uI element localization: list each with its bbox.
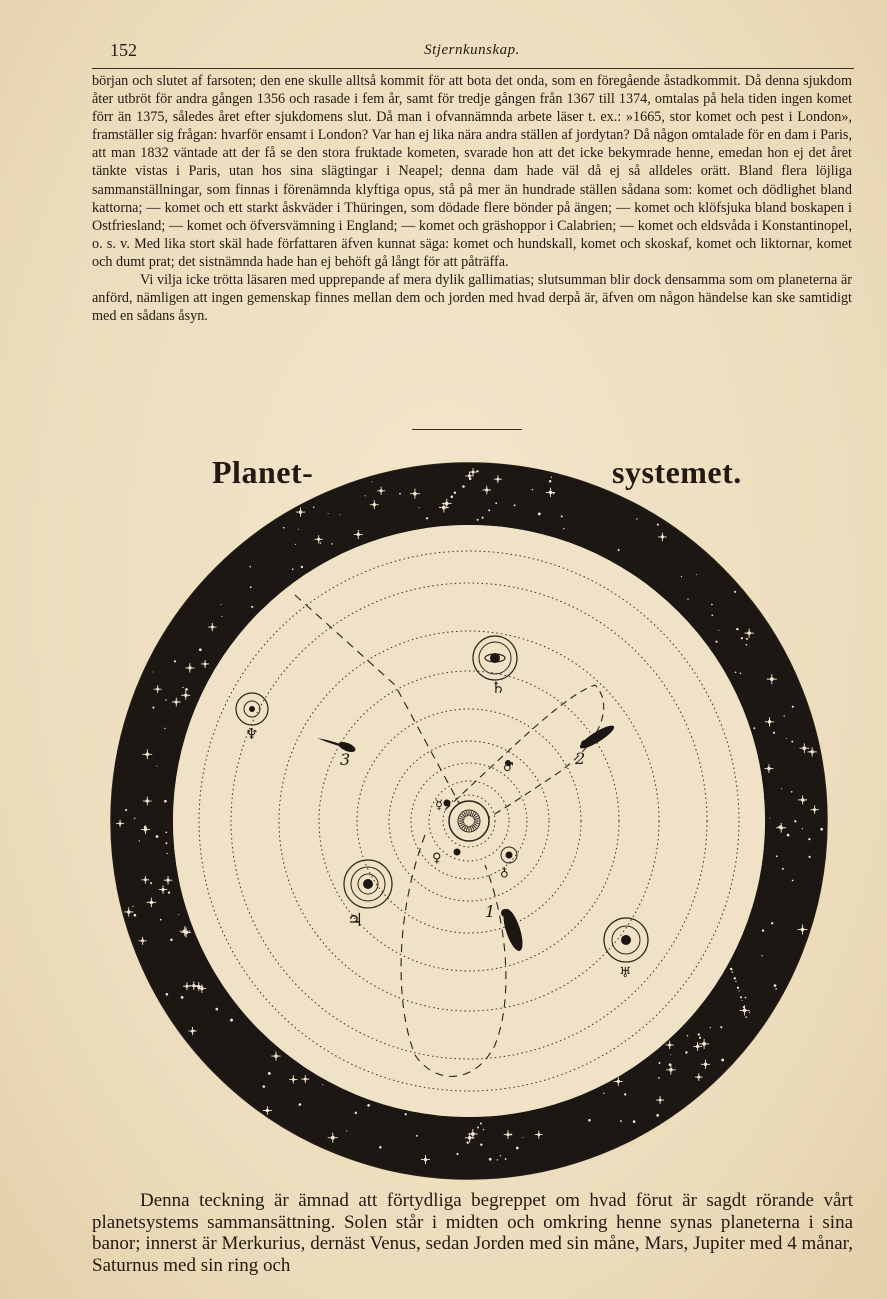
star <box>794 820 796 822</box>
sun <box>449 801 489 841</box>
star <box>718 630 719 631</box>
star <box>740 996 742 998</box>
star <box>522 1137 523 1138</box>
star <box>500 1155 501 1156</box>
star <box>741 637 743 639</box>
earth-dot <box>506 852 513 859</box>
star <box>165 699 166 700</box>
star <box>379 1146 382 1149</box>
star <box>399 493 401 495</box>
star <box>167 853 168 854</box>
star <box>156 766 157 767</box>
venus-label: ♀ <box>432 851 442 866</box>
star <box>199 648 202 651</box>
star <box>170 939 173 942</box>
star <box>620 1120 622 1122</box>
star <box>624 1093 626 1095</box>
paragraph-1: början och slutet af farsoten; den ene skulle alltså kommit för att bota det onda, som en föregående åstadkommit. Då denna sjukdom åter utbröt för andra gången 1356 och rasade i fem år, samt för tredje gången från 1367 till 1374, omtalas på hela tiden ingen komet förr än 1375, således året efter sjukdomens slut. Då man i ofvannämnda arbete läser t. ex.: »1665, stor komet och pest i London», framställer sig frågan: hvarför ensamt i London? Var han ej lika nära andra ställen af jordytan? Då någon omtalade för en dam i Paris, att man 1832 väntade att der få se den stora fruktade kometen, svarade hon att det icke bekymrade henne, emedan hon ej det året tänkte vistas i Paris, utan hos sina slägtingar i Neapel; denna dam hade väl då ej så alldeles orätt. Bland flera löjliga sammanställningar, som finnas i förenämnda klyftiga opus, stå på mer än hundrade ställen sådana som: komet och dödlighet bland kattorna; — komet och ett starkt åskväder i Thüringen, som dödade flere bönder på ängen; — komet och klöfsjuka bland boskapen i Ostfriesland; — komet och öfversvämning i England; — komet och gräshoppor i Calabrien; — komet och eldsvåda i Konstantinopel, o. s. v. Med lika stort skäl hade författaren äfven kunnat säga: komet och hundskall, komet och skoskaf, komet och liktornar, komet och dumt prat; det sistnämnda hade han ej behöft gå långt för att påträffa. <box>92 73 852 270</box>
star <box>456 1153 458 1155</box>
star <box>809 751 811 753</box>
bottom-paragraph: Denna teckning är ämnad att förtydliga begreppet om hvad förut är sagdt rörande vårt planetsystems sammansättning. Solen står i midten och omkring henne synas planeterna i sina banor; innerst är Merkurius, dernäst Venus, sedan Jorden med sin måne, Mars, Jupiter med 4 månar, Saturnus med sin ring och <box>92 1190 853 1276</box>
star <box>735 672 737 674</box>
star <box>488 509 490 511</box>
star <box>283 527 285 529</box>
saturn-label: ♄ <box>491 678 506 697</box>
star <box>262 1085 265 1088</box>
comet-2-label: 2 <box>575 749 586 768</box>
star <box>152 707 154 709</box>
star <box>782 868 784 870</box>
star <box>786 738 787 739</box>
star <box>482 517 484 519</box>
figure-title-right: systemet. <box>612 454 742 490</box>
star <box>516 1147 519 1150</box>
star <box>711 604 713 606</box>
star <box>761 955 762 956</box>
star <box>803 800 804 801</box>
star <box>792 880 794 882</box>
star <box>781 788 782 789</box>
star <box>687 599 688 600</box>
star <box>426 517 428 519</box>
star <box>134 818 135 819</box>
star <box>320 542 321 543</box>
star <box>419 507 420 508</box>
mercury-label: ☿ <box>435 798 443 813</box>
star <box>792 706 794 708</box>
star <box>762 929 764 931</box>
star <box>365 495 366 496</box>
star <box>734 591 736 593</box>
star <box>178 914 179 915</box>
star <box>791 741 793 743</box>
star <box>480 1123 482 1125</box>
star <box>588 1119 591 1122</box>
star <box>710 1027 711 1028</box>
star <box>681 576 682 577</box>
star <box>144 826 147 829</box>
star <box>292 568 294 570</box>
star <box>405 1113 407 1115</box>
star <box>125 809 127 811</box>
star <box>745 997 747 999</box>
star <box>483 1129 484 1130</box>
star <box>477 1127 479 1129</box>
star <box>820 828 823 831</box>
star <box>753 727 755 729</box>
star <box>784 715 785 716</box>
star <box>466 1141 468 1143</box>
star <box>160 919 162 921</box>
star <box>251 606 253 608</box>
comet-3-label: 3 <box>340 750 351 769</box>
star <box>791 791 793 793</box>
star <box>773 732 775 734</box>
star <box>250 586 252 588</box>
star <box>699 1037 701 1039</box>
star <box>734 977 736 979</box>
star <box>132 906 133 907</box>
star <box>372 481 373 482</box>
star <box>346 1130 347 1131</box>
mars-label: ♂ <box>503 760 514 774</box>
star <box>732 971 734 973</box>
neptune-label: ♆ <box>245 725 259 743</box>
page-number: 152 <box>110 40 137 60</box>
star <box>720 1026 722 1028</box>
star <box>268 1072 271 1075</box>
star <box>775 988 777 990</box>
star <box>166 993 169 996</box>
star <box>808 838 810 840</box>
venus-dot <box>454 849 461 856</box>
star <box>150 882 152 884</box>
star <box>164 728 165 729</box>
star <box>696 574 697 575</box>
star <box>454 492 456 494</box>
star <box>561 515 563 517</box>
figure-title-left: Planet- <box>212 454 314 490</box>
star <box>215 1008 218 1011</box>
star <box>139 840 140 841</box>
star <box>809 856 811 858</box>
star <box>715 641 717 643</box>
star <box>551 477 552 478</box>
star <box>505 1158 507 1160</box>
star <box>532 489 534 491</box>
star <box>745 1016 747 1018</box>
separator-rule <box>412 429 522 430</box>
jupiter-label: ♃ <box>347 910 364 931</box>
star <box>165 842 167 844</box>
star <box>299 1103 302 1106</box>
paragraph-2: Vi vilja icke trötta läsaren med upprepande af mera dylik gallimatias; slutsumman blir dock densamma som om planeterna är anförd, nämligen att ingen gemenskap finnes mellan dem och jorden med hvad derpå är, äfven om någon händelse kan ske samtidigt med en sådans åsyn. <box>92 272 852 325</box>
star <box>685 1051 687 1053</box>
star <box>670 1054 671 1055</box>
star <box>489 1158 492 1161</box>
star <box>510 1133 512 1135</box>
star <box>301 566 303 568</box>
star <box>721 1059 724 1062</box>
star <box>134 914 137 917</box>
star <box>480 1143 482 1145</box>
uranus-label: ♅ <box>619 965 632 981</box>
star <box>737 987 739 989</box>
star <box>698 1033 700 1035</box>
star <box>563 528 564 529</box>
star <box>367 1104 370 1107</box>
star <box>659 1062 661 1064</box>
bottom-text-block <box>92 1190 853 1276</box>
star <box>221 616 222 617</box>
star <box>711 614 713 616</box>
star <box>152 671 153 672</box>
star <box>746 638 748 640</box>
star <box>740 672 742 674</box>
jupiter <box>344 860 392 908</box>
top-text-block <box>92 72 852 325</box>
star <box>166 832 168 834</box>
star <box>168 891 170 893</box>
planet-system-figure <box>95 445 855 1195</box>
star <box>735 981 736 982</box>
star <box>774 984 777 987</box>
star <box>221 604 222 605</box>
star <box>730 968 733 971</box>
star <box>746 644 748 646</box>
star <box>657 524 659 526</box>
star <box>328 513 329 514</box>
star <box>182 687 183 688</box>
star <box>736 628 738 630</box>
star <box>164 800 167 803</box>
star <box>633 1120 636 1123</box>
star <box>340 514 341 515</box>
star <box>687 1035 688 1036</box>
star <box>250 566 252 568</box>
star <box>603 1093 604 1094</box>
star <box>538 512 541 515</box>
running-title: Stjernkunskap. <box>424 42 520 58</box>
star <box>549 480 552 483</box>
star <box>749 1012 750 1013</box>
star <box>656 1114 659 1117</box>
star <box>295 544 296 545</box>
star <box>739 990 740 991</box>
star <box>174 660 176 662</box>
star <box>741 1000 742 1001</box>
page-header <box>92 40 852 64</box>
star <box>769 818 770 819</box>
planet-system-illustration <box>95 445 855 1195</box>
star <box>298 529 299 530</box>
earth-label: ♁ <box>500 865 509 879</box>
star <box>416 1135 418 1137</box>
header-rule <box>92 68 854 69</box>
star <box>495 502 497 504</box>
star <box>230 1019 233 1022</box>
star <box>462 485 465 488</box>
star <box>477 519 479 521</box>
comet-1-label: 1 <box>485 902 496 921</box>
star <box>618 549 620 551</box>
star <box>497 1159 498 1160</box>
star <box>776 855 778 857</box>
star <box>185 688 188 691</box>
star <box>156 835 159 838</box>
star <box>451 496 454 499</box>
star <box>355 1112 357 1114</box>
star <box>331 543 333 545</box>
star <box>514 504 516 506</box>
star <box>181 996 184 999</box>
mercury-dot <box>444 800 451 807</box>
star <box>771 922 773 924</box>
star <box>322 1084 323 1085</box>
star <box>313 506 315 508</box>
star <box>553 493 555 495</box>
star <box>802 828 803 829</box>
star <box>787 834 790 837</box>
star <box>658 1077 660 1079</box>
star <box>669 1063 672 1066</box>
star <box>636 518 637 519</box>
